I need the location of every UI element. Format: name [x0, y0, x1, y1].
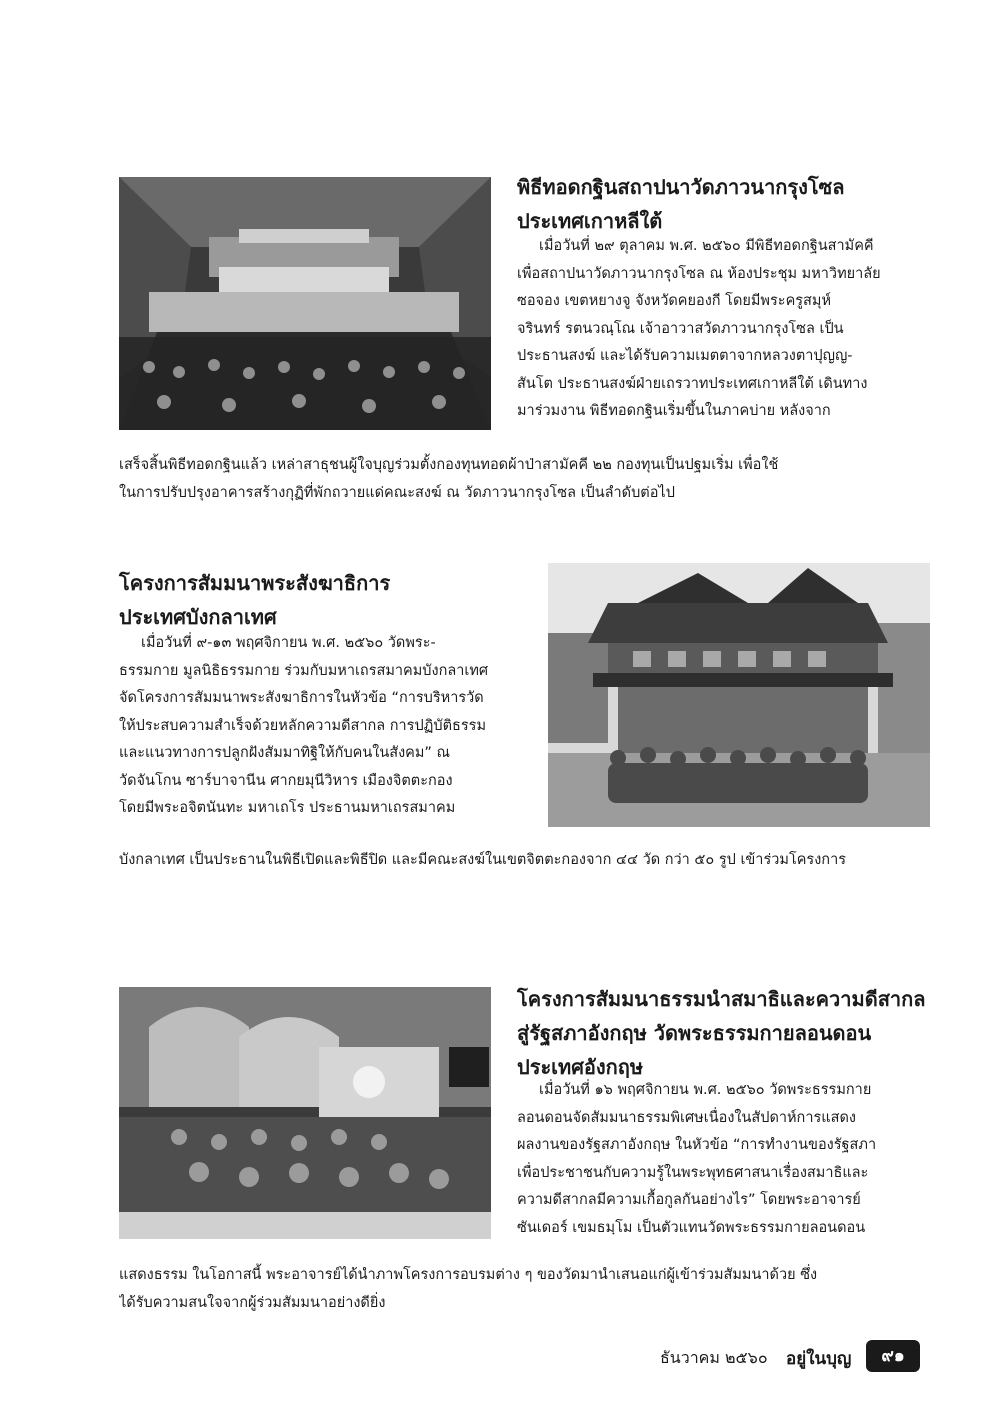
section-1-title-line: ประเทศเกาหลีใต้ [517, 209, 663, 233]
body-line: ได้รับความสนใจจากผู้ร่วมสัมมนาอย่างดียิ่ง [119, 1294, 386, 1311]
section-2-body [119, 630, 529, 823]
page-footer [660, 1340, 920, 1374]
body-line: แสดงธรรม ในโอกาสนี้ พระอาจารย์ได้นำภาพโครงการอบรมต่าง ๆ ของวัดมานำเสนอแก่ผู้เข้าร่วมสัมมนาด้วย ซึ่ง [119, 1267, 818, 1283]
footer-magazine-title: อยู่ในบุญ [786, 1349, 852, 1369]
section-3-title [517, 982, 926, 1084]
body-line: เมื่อวันที่ ๑๖ พฤศจิกายน พ.ศ. ๒๕๖๐ วัดพระธรรมกาย [539, 1082, 872, 1098]
body-line: ให้ประสบความสำเร็จด้วยหลักความดีสากล การปฏิบัติธรรม [119, 717, 487, 734]
body-line: และแนวทางการปลูกฝังสัมมาทิฐิให้กับคนในสังคม” ณ [119, 745, 451, 761]
body-line: เมื่อวันที่ ๒๙ ตุลาคม พ.ศ. ๒๕๖๐ มีพิธีทอดกฐินสามัคคี [539, 238, 874, 254]
body-line: บังกลาเทศ เป็นประธานในพิธีเปิดและพิธีปิด และมีคณะสงฆ์ในเขตจิตตะกองจาก ๔๔ วัด กว่า ๕๐ รูป เข้าร่วมโครงการ [119, 852, 847, 868]
body-line: วัดจันโกน ซาร์บาจานีน ศากยมุนีวิหาร เมืองจิตตะกอง [119, 772, 453, 789]
section-2-title-line: ประเทศบังกลาเทศ [119, 605, 277, 629]
body-line: ในการปรับปรุงอาคารสร้างกุฏิที่พักถวายแด่คณะสงฆ์ ณ วัดภาวนากรุงโซล เป็นลำดับต่อไป [119, 484, 675, 501]
section-2-body-full [119, 847, 929, 875]
body-line: สันโต ประธานสงฆ์ฝ่ายเถรวาทประเทศเกาหลีใต้ เดินทาง [517, 375, 868, 392]
section-1-title-line: พิธีทอดกฐินสถาปนาวัดภาวนากรุงโซล [517, 175, 845, 199]
body-line: ธรรมกาย มูลนิธิธรรมกาย ร่วมกับมหาเถรสมาคมบังกลาเทศ [119, 662, 489, 679]
section-3-title-line: โครงการสัมมนาธรรมนำสมาธิและความดีสากล [517, 987, 926, 1011]
body-line: จัดโครงการสัมมนาพระสังฆาธิการในหัวข้อ “การบริหารวัด [119, 690, 484, 706]
body-line: ลอนดอนจัดสัมมนาธรรมพิเศษเนื่องในสัปดาห์การแสดง [517, 1109, 856, 1126]
section-2-title [119, 566, 390, 634]
body-line: เสร็จสิ้นพิธีทอดกฐินแล้ว เหล่าสาธุชนผู้ใจบุญร่วมตั้งกองทุนทอดผ้าป่าสามัคคี ๒๒ กองทุนเป็นปฐมเริ่ม เพื่อใช้ [119, 457, 779, 473]
body-line: ความดีสากลมีความเกื้อกูลกันอย่างไร” โดยพระอาจารย์ [517, 1192, 861, 1208]
section-1-body-full [119, 452, 929, 507]
section-3-title-line: ประเทศอังกฤษ [517, 1055, 644, 1079]
section-3-body [517, 1077, 929, 1242]
body-line: ประธานสงฆ์ และได้รับความเมตตาจากหลวงตาปุญญ- [517, 348, 853, 364]
photo-bangladesh-temple-group [548, 563, 930, 827]
section-2-title-line: โครงการสัมมนาพระสังฆาธิการ [119, 571, 391, 595]
photo-kathina-ceremony-hall [119, 177, 491, 430]
section-1-title [517, 170, 845, 238]
footer-issue-date: ธันวาคม ๒๕๖๐ [660, 1348, 768, 1367]
body-line: เพื่อประชาชนกับความรู้ในพระพุทธศาสนาเรื่องสมาธิและ [517, 1164, 869, 1181]
body-line: เมื่อวันที่ ๙-๑๓ พฤศจิกายน พ.ศ. ๒๕๖๐ วัดพระ- [141, 635, 436, 651]
body-line: เพื่อสถาปนาวัดภาวนากรุงโซล ณ ห้องประชุม มหาวิทยาลัย [517, 265, 881, 282]
body-line: ซอจอง เขตหยางจู จังหวัดคยองกี โดยมีพระครูสมุห์ [517, 293, 832, 309]
body-line: ผลงานของรัฐสภาอังกฤษ ในหัวข้อ “การทำงานของรัฐสภา [517, 1137, 877, 1153]
section-3-title-line: สู่รัฐสภาอังกฤษ วัดพระธรรมกายลอนดอน [517, 1021, 872, 1045]
page-number: ๙๑ [866, 1340, 920, 1372]
body-line: ซันเดอร์ เขมธมฺโม เป็นตัวแทนวัดพระธรรมกายลอนดอน [517, 1219, 866, 1236]
body-line: โดยมีพระอจิตนันทะ มหาเถโร ประธานมหาเถรสมาคม [119, 800, 456, 816]
section-3-body-full [119, 1262, 929, 1317]
photo-london-seminar [119, 987, 491, 1239]
body-line: จรินทร์ รตนวณฺโณ เจ้าอาวาสวัดภาวนากรุงโซล เป็น [517, 320, 844, 337]
body-line: มาร่วมงาน พิธีทอดกฐินเริ่มขึ้นในภาคบ่าย หลังจาก [517, 403, 831, 419]
section-1-body [517, 233, 929, 426]
